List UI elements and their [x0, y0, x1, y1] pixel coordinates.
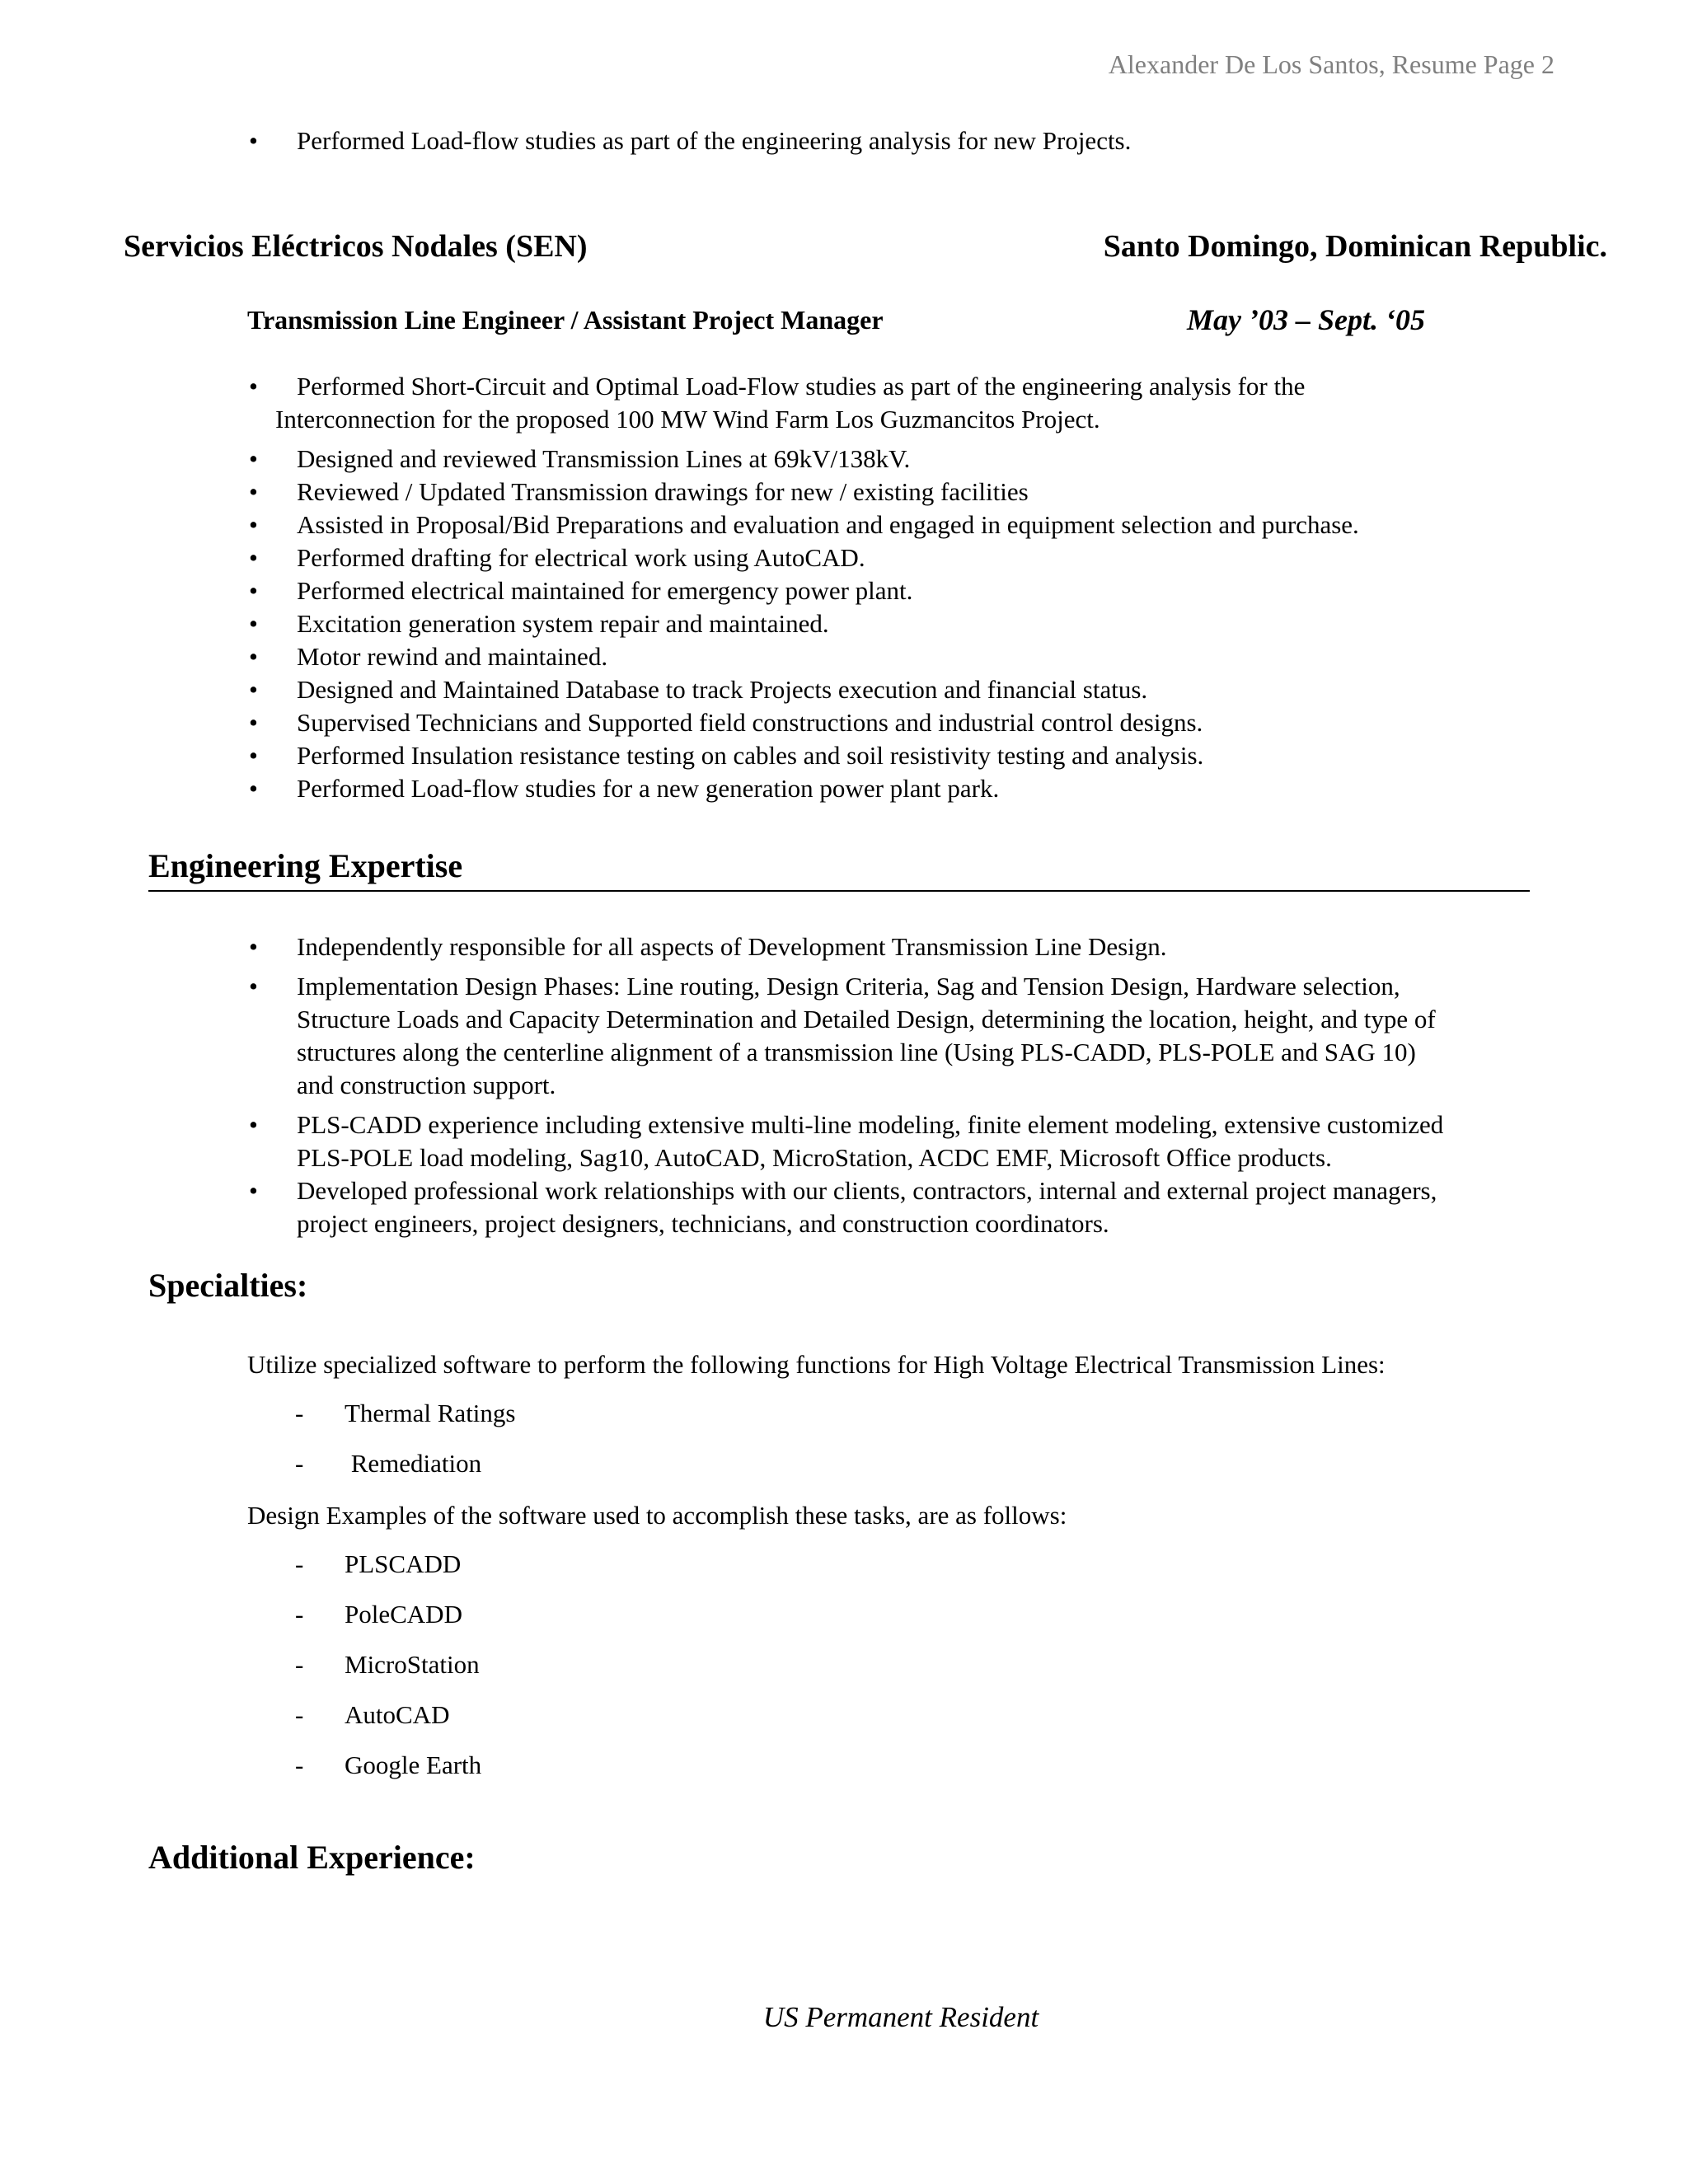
list-item: • Independently responsible for all aspects of Development Transmission Line Design. [249, 930, 1443, 963]
list-item [249, 1174, 1443, 1240]
section-divider [148, 890, 1530, 892]
list-item: • Performed drafting for electrical work using AutoCAD. [249, 541, 1359, 574]
line: PLS-POLE load modeling, Sag10, AutoCAD, MicroStation, ACDC EMF, Microsoft Office products. [297, 1143, 1332, 1172]
line: Developed professional work relationships with our clients, contractors, internal and external project managers, [297, 1176, 1437, 1205]
function-item: - Thermal Ratings [295, 1399, 516, 1427]
software-item: - PLSCADD [295, 1549, 462, 1578]
line: Implementation Design Phases: Line routing, Design Criteria, Sag and Tension Design, Hardware selection, [297, 972, 1400, 1001]
dash-icon: - [295, 1650, 304, 1679]
company-name: Servicios Eléctricos Nodales (SEN) [124, 229, 588, 264]
software-item: - MicroStation [295, 1650, 480, 1679]
list-item: • Assisted in Proposal/Bid Preparations and evaluation and engaged in equipment selection and purchase. [249, 509, 1359, 541]
line: structures along the centerline alignment of a transmission line (Using PLS-CADD, PLS-POLE and SAG 10) [297, 1038, 1416, 1066]
section-heading-expertise: Engineering Expertise [148, 847, 463, 884]
bullet-icon: • [249, 972, 258, 1001]
list-item: • Designed and reviewed Transmission Lines at 69kV/138kV. [249, 443, 1359, 476]
section-heading-specialties: Specialties: [148, 1267, 308, 1304]
list-item: • Performed Load-flow studies for a new generation power plant park. [249, 772, 1359, 805]
software-item: - AutoCAD [295, 1700, 450, 1729]
job-title: Transmission Line Engineer / Assistant Project Manager [247, 305, 884, 335]
line: and construction support. [297, 1071, 556, 1099]
software-item: - PoleCADD [295, 1600, 462, 1629]
line: project engineers, project designers, technicians, and construction coordinators. [297, 1209, 1109, 1238]
bullet-icon: • [249, 932, 258, 961]
line: Structure Loads and Capacity Determination and Detailed Design, determining the location, height, and type of [297, 1005, 1436, 1033]
bullet-icon: • [249, 741, 258, 770]
bullet-icon: • [249, 477, 258, 506]
bullet-icon: • [249, 675, 258, 704]
list-item: • Excitation generation system repair and maintained. [249, 607, 1359, 640]
section-heading-additional: Additional Experience: [148, 1839, 476, 1876]
bullet-icon: • [249, 609, 258, 638]
job-dates: May ’03 – Sept. ‘05 [1187, 303, 1425, 336]
bullet-icon: • [249, 372, 258, 401]
list-item: • Designed and Maintained Database to track Projects execution and financial status. [249, 673, 1359, 706]
bullet-icon: • [249, 576, 258, 605]
top-bullet-list [249, 124, 1131, 157]
dash-icon: - [295, 1700, 304, 1729]
list-item: • Performed Insulation resistance testing on cables and soil resistivity testing and analysis. [249, 739, 1359, 772]
bullet-icon: • [249, 774, 258, 803]
bullet-icon: • [249, 510, 258, 539]
dash-icon: - [295, 1750, 304, 1779]
list-item: • Supervised Technicians and Supported field constructions and industrial control designs. [249, 706, 1359, 739]
bullet-icon: • [249, 642, 258, 671]
examples-intro: Design Examples of the software used to accomplish these tasks, are as follows: [247, 1501, 1067, 1530]
bullet-icon: • [249, 1176, 258, 1205]
list-item: • Performed Short-Circuit and Optimal Load-Flow studies as part of the engineering analysis for the [249, 370, 1359, 403]
bullet-icon: • [249, 126, 258, 155]
list-item: • Motor rewind and maintained. [249, 640, 1359, 673]
software-item: - Google Earth [295, 1750, 482, 1779]
dash-icon: - [295, 1449, 304, 1478]
dash-icon: - [295, 1549, 304, 1578]
list-item: • Performed electrical maintained for emergency power plant. [249, 574, 1359, 607]
bullet-icon: • [249, 543, 258, 572]
specialties-intro: Utilize specialized software to perform the following functions for High Voltage Electrical Transmission Lines: [247, 1350, 1386, 1379]
list-item-continuation: Interconnection for the proposed 100 MW Wind Farm Los Guzmancitos Project. [275, 405, 1100, 434]
company-location: Santo Domingo, Dominican Republic. [1103, 229, 1607, 264]
residency-status: US Permanent Resident [762, 2001, 1039, 2033]
bullet-icon: • [249, 1110, 258, 1139]
bullet-icon: • [249, 444, 258, 473]
page-header: Alexander De Los Santos, Resume Page 2 [1108, 49, 1554, 79]
list-item [249, 1108, 1443, 1174]
list-item: • Reviewed / Updated Transmission drawings for new / existing facilities [249, 476, 1359, 509]
function-item: - Remediation [295, 1449, 482, 1478]
list-item: • Performed Load-flow studies as part of the engineering analysis for new Projects. [249, 124, 1131, 157]
dash-icon: - [295, 1600, 304, 1629]
expertise-bullet-list [249, 930, 1443, 1240]
bullet-icon: • [249, 708, 258, 737]
job-bullet-list [249, 370, 1359, 805]
dash-icon: - [295, 1399, 304, 1427]
line: PLS-CADD experience including extensive multi-line modeling, finite element modeling, extensive customized [297, 1110, 1444, 1139]
list-item [249, 970, 1443, 1102]
